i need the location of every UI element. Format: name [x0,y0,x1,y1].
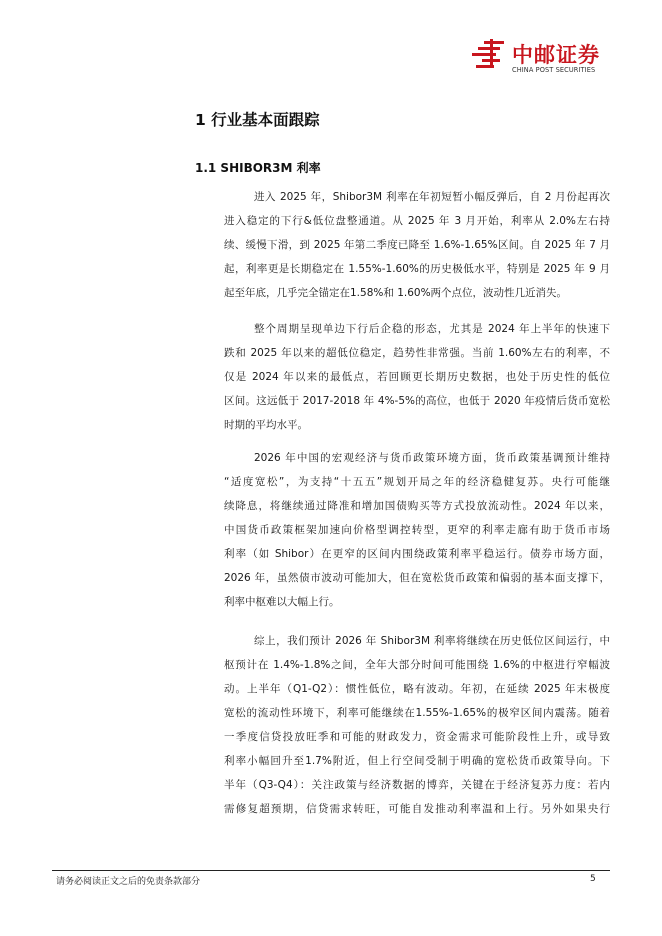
text-line: 利率小幅回升至1.7%附近，但上行空间受制于明确的宽松货币政策导向。下 [224,755,610,767]
logo-chinese-name: 中邮证券 [512,43,600,67]
text-line: 续、缓慢下滑，到 2025 年第二季度已降至 1.6%-1.65%区间。自 2025 年 7 月 [224,239,610,251]
text-line: 半年（Q3-Q4）：关注政策与经济数据的博弈，关键在于经济复苏力度：若内 [224,779,610,791]
text-line: 起，利率更是长期稳定在 1.55%-1.60%的历史极低水平，特别是 2025 年 9 月 [224,263,610,275]
paragraph-4 [224,629,610,821]
text-line: 宽松的流动性环境下，利率可能继续在1.55%-1.65%的极窄区间内震荡。随着 [224,707,610,719]
china-post-logo-icon [470,37,508,75]
logo-english-name: CHINA POST SECURITIES [512,66,596,74]
text-line: “适度宽松”，为支持“十五五”规划开局之年的经济稳健复苏。央行可能继 [224,476,610,488]
paragraph-1 [224,185,610,305]
company-logo [470,37,620,77]
text-line: 2026 年，虽然债市波动可能加大，但在宽松货币政策和偏弱的基本面支撑下， [224,572,610,584]
section-title: 1 行业基本面跟踪 [195,111,320,129]
text-line: 整个周期呈现单边下行后企稳的形态，尤其是 2024 年上半年的快速下 [254,323,610,335]
page-number: 5 [590,874,596,884]
text-line: 续降息，将继续通过降准和增加国债购买等方式投放流动性。2024 年以来， [224,500,610,512]
text-line: 利率中枢难以大幅上行。 [224,596,340,608]
footer-disclaimer: 请务必阅读正文之后的免责条款部分 [56,877,201,887]
text-line: 2026 年中国的宏观经济与货币政策环境方面，货币政策基调预计维持 [254,452,610,464]
text-line: 枢预计在 1.4%-1.8%之间，全年大部分时间可能围绕 1.6%的中枢进行窄幅波 [224,659,610,671]
text-line: 区间。这远低于 2017-2018 年 4%-5%的高位，也低于 2020 年疫情后货币宽松 [224,395,610,407]
text-line: 动。上半年（Q1-Q2）：惯性低位，略有波动。年初，在延续 2025 年末极度 [224,683,610,695]
text-line: 综上，我们预计 2026 年 Shibor3M 利率将继续在历史低位区间运行，中 [254,635,610,647]
paragraph-2 [224,317,610,437]
text-line: 跌和 2025 年以来的超低位稳定，趋势性非常强。当前 1.60%左右的利率，不 [224,347,610,359]
text-line: 需修复超预期，信贷需求转旺，可能自发推动利率温和上行。另外如果央行 [224,803,610,815]
text-line: 利率（如 Shibor）在更窄的区间内围绕政策利率平稳运行。债券市场方面， [224,548,610,560]
text-line: 一季度信贷投放旺季和可能的财政发力，资金需求可能阶段性上升，或导致 [224,731,610,743]
text-line: 仅是 2024 年以来的最低点，若回顾更长期历史数据，也处于历史性的低位 [224,371,610,383]
text-line: 时期的平均水平。 [224,419,308,431]
paragraph-3 [224,446,610,614]
subsection-title: 1.1 SHIBOR3M 利率 [195,161,321,175]
text-line: 进入 2025 年，Shibor3M 利率在年初短暂小幅反弹后，自 2 月份起再次 [254,191,610,203]
footer-divider [52,870,610,871]
text-line: 起至年底，几乎完全锚定在1.58%和 1.60%两个点位，波动性几近消失。 [224,287,568,299]
text-line: 进入稳定的下行&低位盘整通道。从 2025 年 3 月开始，利率从 2.0%左右持 [224,215,610,227]
text-line: 中国货币政策框架加速向价格型调控转型，更窄的利率走廊有助于货币市场 [224,524,610,536]
